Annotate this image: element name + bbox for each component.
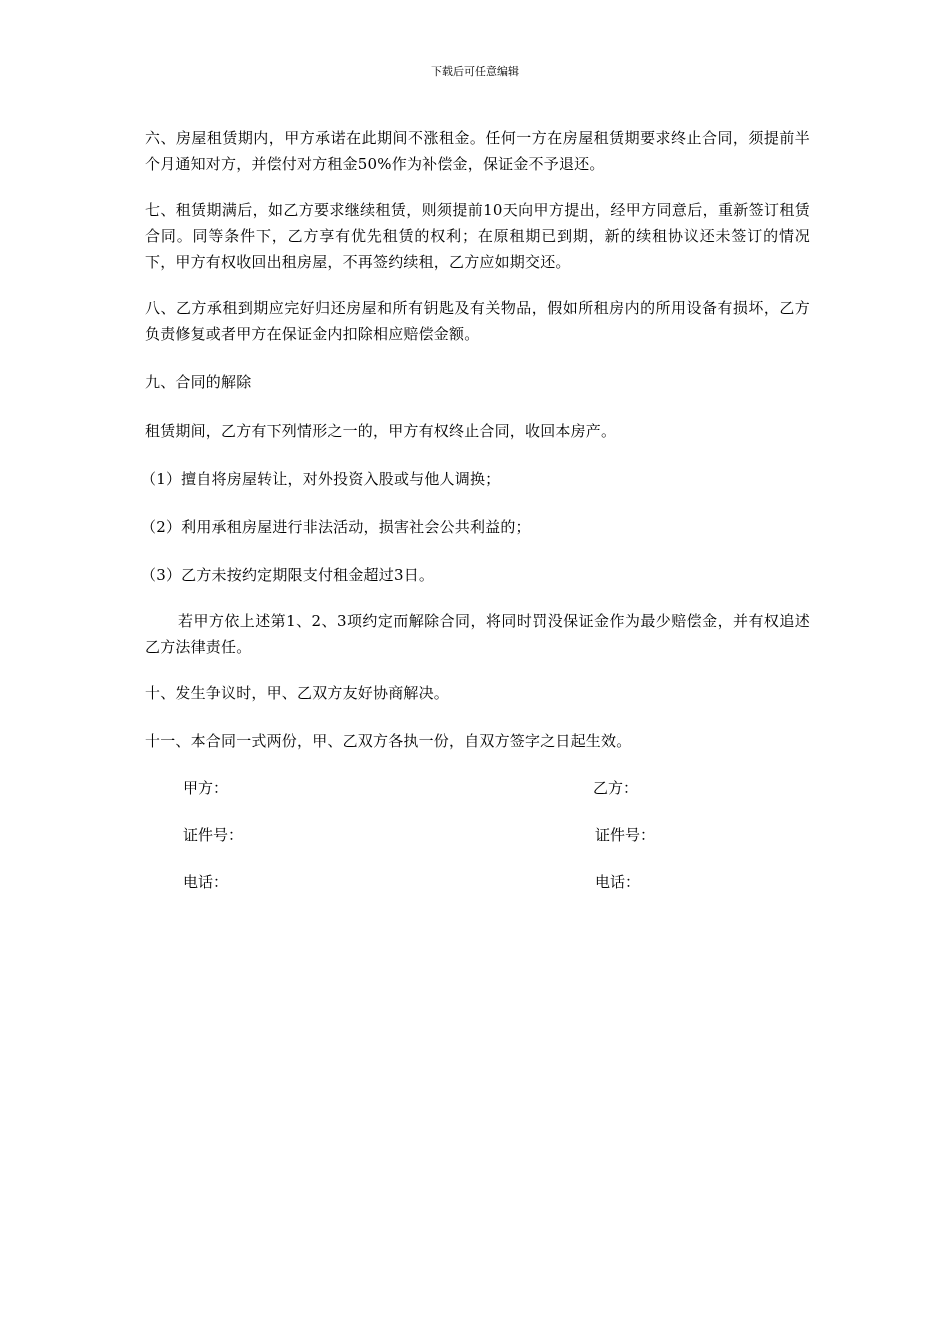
party-a-id-label: 证件号：: [183, 826, 244, 844]
termination-item-2: （2）利用承租房屋进行非法活动，损害社会公共利益的；: [141, 518, 531, 536]
clause-10: 十、发生争议时，甲、乙双方友好协商解决。: [145, 684, 450, 702]
clause-8: 八、乙方承租到期应完好归还房屋和所有钥匙及有关物品，假如所租房内的所用设备有损坏，乙方负责修复或者甲方在保证金内扣除相应赔偿金额。: [145, 299, 810, 343]
clause-9-title: 九、合同的解除: [145, 373, 252, 391]
termination-item-1: （1）擅自将房屋转让，对外投资入股或与他人调换；: [141, 470, 501, 488]
party-b-phone-label: 电话：: [595, 873, 641, 891]
party-b-label: 乙方：: [593, 779, 639, 797]
party-a-phone-label: 电话：: [183, 873, 229, 891]
termination-item-3: （3）乙方未按约定期限支付租金超过3日。: [141, 566, 435, 584]
clause-9-penalty: 若甲方依上述第1、2、3项约定而解除合同，将同时罚没保证金作为最少赔偿金，并有权追述乙方法律责任。: [145, 612, 810, 656]
clause-6: 六、房屋租赁期内，甲方承诺在此期间不涨租金。任何一方在房屋租赁期要求终止合同，须提前半个月通知对方，并偿付对方租金50%作为补偿金，保证金不予退还。: [145, 129, 810, 173]
clause-7: 七、租赁期满后，如乙方要求继续租赁，则须提前10天向甲方提出，经甲方同意后，重新签订租赁合同。同等条件下，乙方享有优先租赁的权利；在原租期已到期，新的续租协议还未签订的情况下，甲方有权收回出租房屋，不再签约续租，乙方应如期交还。: [145, 201, 810, 271]
clause-11: 十一、本合同一式两份，甲、乙双方各执一份，自双方签字之日起生效。: [145, 732, 632, 750]
party-b-id-label: 证件号：: [595, 826, 656, 844]
party-a-label: 甲方：: [183, 779, 229, 797]
clause-9-intro: 租赁期间，乙方有下列情形之一的，甲方有权终止合同，收回本房产。: [145, 422, 617, 440]
header-note: 下载后可任意编辑: [431, 65, 519, 78]
